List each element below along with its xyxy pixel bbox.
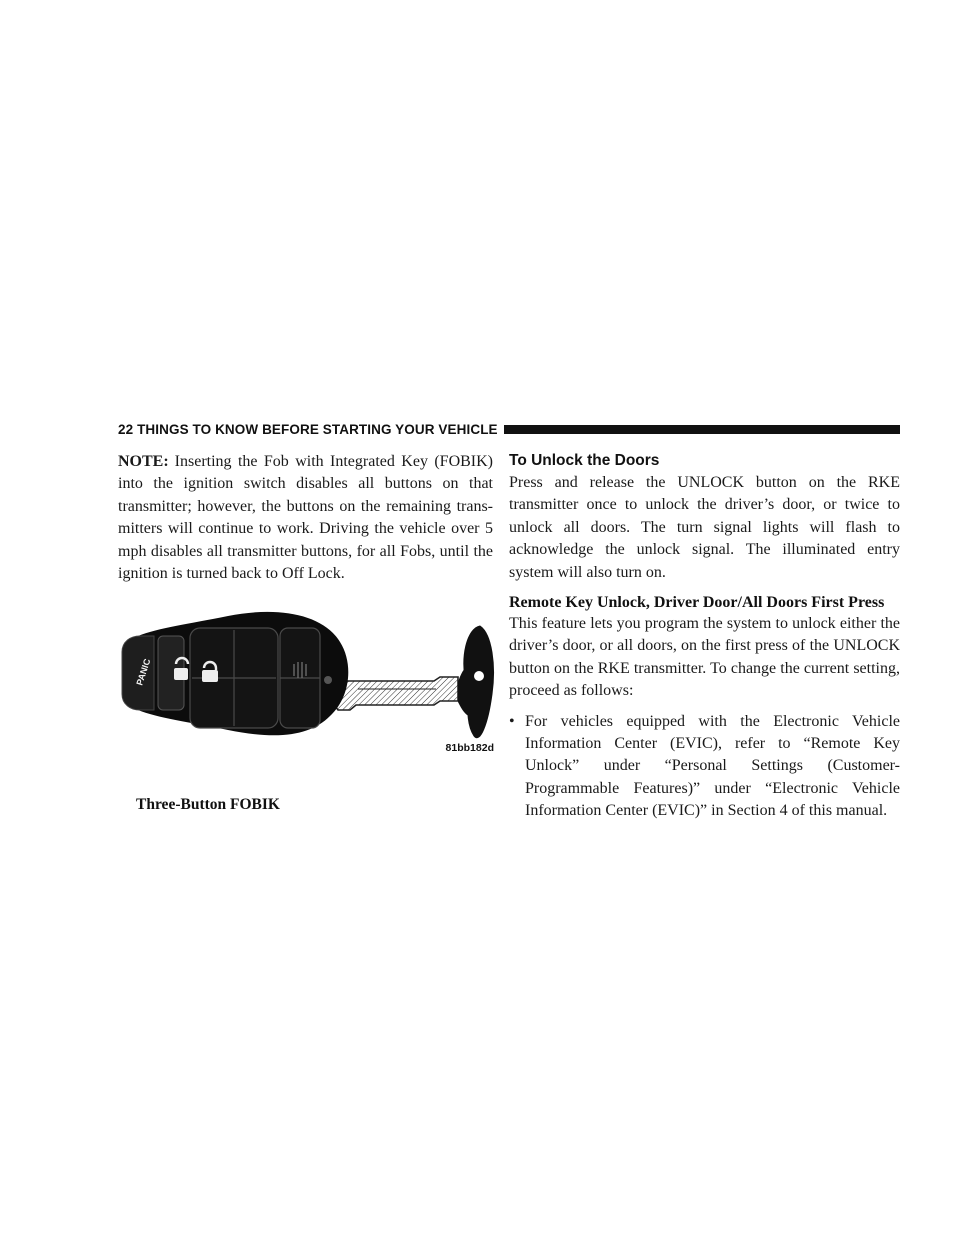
figure-code: 81bb182d — [445, 742, 494, 754]
page-number: 22 — [118, 421, 134, 437]
subsection-heading: Remote Key Unlock, Driver Door/All Doors First Press — [509, 594, 885, 612]
list-item — [509, 711, 900, 823]
left-column — [118, 451, 493, 585]
fobik-figure — [118, 606, 500, 816]
fob-body — [122, 612, 348, 735]
header-title — [118, 422, 498, 437]
bullet-icon: • — [509, 712, 515, 730]
key-blade — [330, 677, 458, 710]
fobik-illustration — [118, 606, 500, 796]
right-column — [509, 451, 900, 823]
header-rule — [504, 425, 900, 434]
figure-caption: Three-Button FOBIK — [136, 796, 280, 813]
note-text: Inserting the Fob with Integrated Key (FOBIK) into the ignition switch disables all buttons on that transmitter; however, the buttons on the remaining trans-mitters will continue to work. Driving the vehicle over 5 mph disables all transmitter buttons, for all Fobs, until the ignition is turned back to Off Lock. — [118, 453, 493, 583]
note-paragraph — [118, 451, 493, 585]
panic-label: PANIC — [134, 657, 153, 687]
section-title: THINGS TO KNOW BEFORE STARTING YOUR VEHICLE — [137, 421, 498, 437]
unlock-paragraph: Press and release the UNLOCK button on the RKE transmitter once to unlock the driver’s door, or twice to unlock all doors. The turn signal lights will flash to acknowledge the unlock signal. The illuminated entry system will also turn on. — [509, 474, 900, 581]
bullet-text: For vehicles equipped with the Electronic Vehicle Information Center (EVIC), refer to “Remote Key Unlock” under “Personal Settings (Customer-Programmable Features)” under “Electronic Vehicle Information Center (EVIC)” in Section 4 of this manual. — [525, 712, 900, 820]
section-heading: To Unlock the Doors — [509, 452, 660, 469]
note-label: NOTE: — [118, 453, 169, 470]
keyring-hole — [324, 676, 332, 684]
feature-paragraph: This feature lets you program the system to unlock either the driver’s door, or all doors, on the first press of the UNLOCK button on the RKE transmitter. To change the current setting, proceed as follows: — [509, 615, 900, 700]
page-header — [118, 420, 900, 438]
key-head — [458, 626, 494, 738]
